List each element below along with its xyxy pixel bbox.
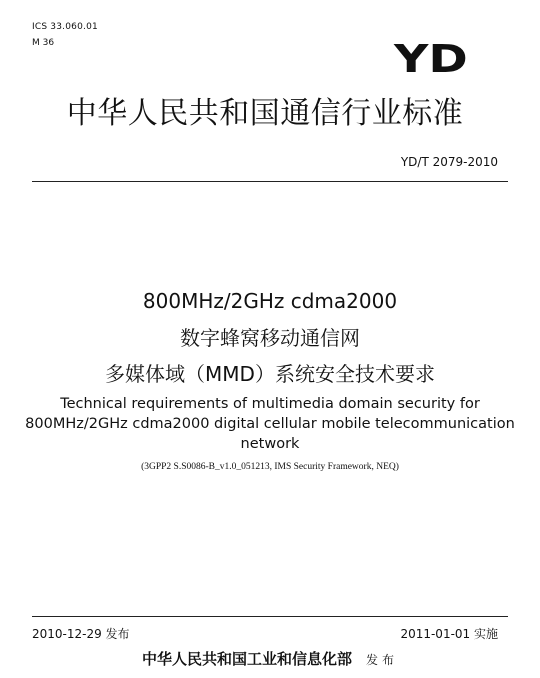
bottom-divider <box>32 616 508 617</box>
title-en-line-1: Technical requirements of multimedia domain security for <box>60 396 480 412</box>
title-zh-line-2: 数字蜂窝移动通信网 <box>180 326 360 350</box>
classification-code: M 36 <box>32 38 55 48</box>
standard-type-heading: 中华人民共和国通信行业标准 <box>66 96 464 131</box>
ics-code: ICS 33.060.01 <box>32 22 98 32</box>
title-zh-line-1: 800MHz/2GHz cdma2000 <box>142 289 398 313</box>
issuer-name: 中华人民共和国工业和信息化部 <box>141 650 352 668</box>
top-divider <box>32 181 508 182</box>
implementation-date: 2011-01-01 实施 <box>400 627 498 641</box>
issuer-action: 发布 <box>366 653 399 667</box>
standard-number: YD/T 2079-2010 <box>400 155 498 169</box>
adoption-note: (3GPP2 S.S0086-B_v1.0_051213, IMS Security Framework, NEQ) <box>141 462 399 472</box>
title-en-line-2: 800MHz/2GHz cdma2000 digital cellular mobile telecommunication <box>25 416 515 432</box>
title-en-line-3: network <box>240 436 300 452</box>
title-zh-line-3: 多媒体域（MMD）系统安全技术要求 <box>105 362 435 386</box>
yd-logo: YD <box>394 37 468 81</box>
issuer-line <box>0 648 540 669</box>
issue-date: 2010-12-29 发布 <box>32 627 130 641</box>
